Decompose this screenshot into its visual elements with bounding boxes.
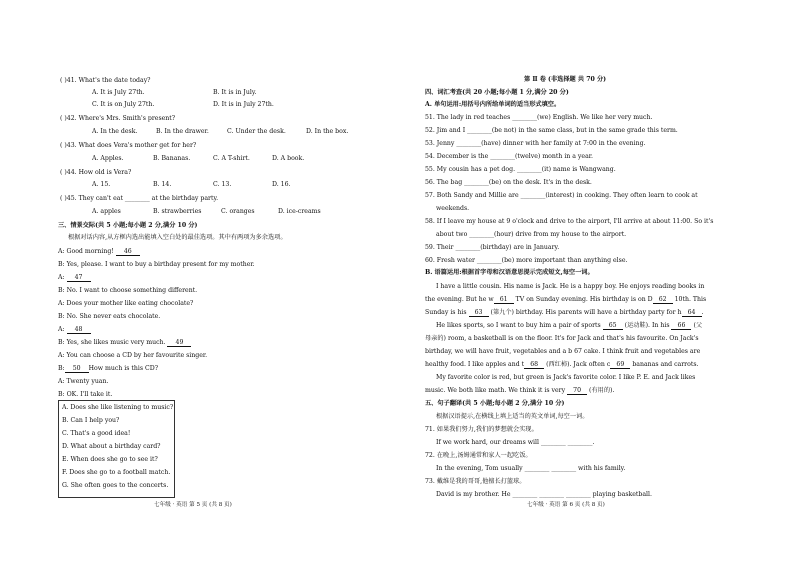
- q42-option-d: D. In the box.: [306, 128, 349, 135]
- q45-option-d: D. ice-creams: [278, 208, 321, 215]
- options-box: [58, 400, 175, 498]
- q44-option-d: D. 16.: [272, 181, 291, 188]
- blank-50[interactable]: 50: [65, 365, 89, 373]
- question-57-cont: weekends.: [436, 205, 470, 212]
- question-59: 59. Their ________(birthday) are in January.: [425, 244, 560, 251]
- translation-71-answer: If we work hard, our dreams will ________ ________.: [436, 439, 595, 446]
- question-45: ( )45. They can't eat ________ at the birthday party.: [60, 195, 219, 202]
- q44-option-a: A. 15.: [92, 181, 111, 188]
- dialog-line-11: A: Twenty yuan.: [58, 378, 109, 385]
- blank-48[interactable]: 48: [67, 326, 91, 334]
- passage-line-3: Sunday is his 63 (第九个) birthday. His parents will have a birthday party for h 64 .: [425, 309, 704, 316]
- dialog-line-12: B: OK. I'll take it.: [58, 391, 113, 398]
- q42-option-b: B. In the drawer.: [156, 128, 209, 135]
- page-footer-6: 七年级 · 英语 第 6 页 (共 8 页): [527, 502, 605, 508]
- section4a-title: A. 单句运用:用括号内所给单词的适当形式填空。: [425, 101, 561, 108]
- passage-line-2: the evening. But he w 61 TV on Sunday evening. His birthday is on D 62 10th. This: [425, 296, 707, 303]
- q43-option-b: B. Bananas.: [153, 155, 191, 162]
- section4b-title: B. 语篇运用:根据首字母和汉语意思提示完成短文,每空一词。: [425, 269, 594, 276]
- q45-option-b: B. strawberries: [153, 208, 202, 215]
- dialog-line-9: A: You can choose a CD by her favourite singer.: [58, 352, 208, 359]
- option-e: E. When does she go to see it?: [62, 456, 158, 463]
- translation-73: 73. 戴维是我的哥哥,他擅长打篮球。: [425, 478, 526, 485]
- passage-line-1: I have a little cousin. His name is Jack. He is a happy boy. He enjoys reading books in: [436, 283, 705, 290]
- section3-instructions: 根据对话内容,从方框内选出能填入空白处的最佳选项。其中有两项为多余选项。: [68, 234, 287, 241]
- q44-option-c: C. 13.: [213, 181, 232, 188]
- blank-61[interactable]: 61: [494, 296, 514, 304]
- section5-title: 五、句子翻译(共 5 小题;每小题 2 分,满分 10 分): [425, 400, 565, 407]
- q41-option-a: A. It is July 27th.: [92, 89, 145, 96]
- question-60: 60. Fresh water ________(be) more important than anything else.: [425, 257, 628, 264]
- question-44: ( )44. How old is Vera?: [60, 169, 132, 176]
- q41-option-b: B. It is in July.: [213, 89, 257, 96]
- section5-instructions: 根据汉语提示,在横线上填上适当的英文单词,每空一词。: [436, 413, 589, 420]
- question-55: 55. My cousin has a pet dog. ________(it) name is Wangwang.: [425, 166, 616, 173]
- translation-72-answer: In the evening, Tom usually ________ ________ with his family.: [436, 465, 626, 472]
- question-57: 57. Both Sandy and Millie are ________(interest) in cooking. They often learn to cook at: [425, 192, 698, 199]
- q45-option-c: C. oranges: [221, 208, 255, 215]
- blank-65[interactable]: 65: [603, 322, 623, 330]
- blank-47[interactable]: 47: [67, 274, 91, 282]
- passage-line-6: birthday, we will have fruit, vegetables and a b 67 cake. I think fruit and vegetables are: [425, 348, 701, 355]
- right-page: [397, 0, 794, 562]
- passage-line-5: 母亲的) room, a basketball is on the floor. It's for Jack and that's his favourite. On Jack's: [425, 335, 699, 342]
- dialog-line-1: A: Good morning! 46: [58, 248, 140, 256]
- q45-option-a: A. apples: [92, 208, 121, 215]
- translation-72: 72. 在晚上,汤姆通常和家人一起吃饭。: [425, 452, 532, 459]
- question-53: 53. Jenny ________(have) dinner with her family at 7:00 in the evening.: [425, 140, 646, 147]
- q41-option-c: C. It is on July 27th.: [92, 101, 155, 108]
- option-f: F. Does she go to a football match.: [62, 469, 171, 476]
- q41-option-d: D. It is in July 27th.: [213, 101, 274, 108]
- question-54: 54. December is the ________(twelve) month in a year.: [425, 153, 594, 160]
- page-footer-5: 七年级 · 英语 第 5 页 (共 8 页): [154, 502, 232, 508]
- option-b: B. Can I help you?: [62, 417, 120, 424]
- passage-line-8: My favorite color is red, but green is Jack's favorite color. I like P. E. and Jack likes: [436, 374, 696, 381]
- question-41: ( )41. What's the date today?: [60, 77, 151, 84]
- blank-64[interactable]: 64: [682, 309, 702, 317]
- q44-option-b: B. 14.: [153, 181, 172, 188]
- option-d: D. What about a birthday card?: [62, 443, 161, 450]
- translation-71: 71. 如果我们努力,我们的梦想就会实现。: [425, 426, 538, 433]
- dialog-line-2: B: Yes, please. I want to buy a birthday present for my mother.: [58, 261, 255, 268]
- blank-46[interactable]: 46: [116, 248, 140, 256]
- dialog-line-7: A: 48: [58, 326, 91, 334]
- passage-line-4: He likes sports, so I want to buy him a pair of sports 65 (运动鞋). In his 66 (父: [436, 322, 703, 329]
- q43-option-d: D. A book.: [272, 155, 305, 162]
- blank-63[interactable]: 63: [469, 309, 489, 317]
- option-a: A. Does she like listening to music?: [62, 404, 174, 411]
- q43-option-c: C. A T-shirt.: [213, 155, 250, 162]
- blank-68[interactable]: 68: [524, 361, 544, 369]
- q42-option-c: C. Under the desk.: [227, 128, 286, 135]
- passage-line-7: healthy food. I like apples and t 68 (西红柿). Jack often c 69 bananas and carrots.: [425, 361, 699, 368]
- question-58: 58. If I leave my house at 9 o'clock and drive to the airport, I'll arrive at about 11:00. So it's: [425, 218, 714, 225]
- question-56: 56. The bag ________(be) on the desk. It's in the desk.: [425, 179, 592, 186]
- question-42: ( )42. Where's Mrs. Smith's present?: [60, 115, 176, 122]
- option-g: G. She often goes to the concerts.: [62, 482, 169, 489]
- question-51: 51. The lady in red teaches ________(we) English. We like her very much.: [425, 114, 653, 121]
- dialog-line-10: B: 50 How much is this CD?: [58, 365, 159, 372]
- question-58-cont: about two ________(hour) drive from my house to the airport.: [436, 231, 627, 238]
- blank-49[interactable]: 49: [167, 339, 191, 347]
- question-52: 52. Jim and I ________(be not) in the same class, but in the same grade this term.: [425, 127, 678, 134]
- blank-62[interactable]: 62: [653, 296, 673, 304]
- blank-70[interactable]: 70: [567, 387, 587, 395]
- translation-73-answer: David is my brother. He ________ ________ ________ playing basketball.: [436, 491, 652, 498]
- blank-69[interactable]: 69: [610, 361, 630, 369]
- dialog-line-4: B: No. I want to choose something different.: [58, 287, 198, 294]
- passage-line-9: music. We both like math. We think it is very 70 (有用的).: [425, 387, 615, 394]
- q42-option-a: A. In the desk.: [92, 128, 138, 135]
- section4-title: 四、词汇考查(共 20 小题;每小题 1 分,满分 20 分): [425, 89, 569, 96]
- option-c: C. That's a good idea!: [62, 430, 131, 437]
- dialog-line-8: B: Yes, she likes music very much. 49: [58, 339, 191, 347]
- dialog-line-3: A: 47: [58, 274, 91, 282]
- blank-66[interactable]: 66: [671, 322, 691, 330]
- part2-title: 第 Ⅱ 卷 (非选择题 共 70 分): [524, 76, 607, 83]
- q43-option-a: A. Apples.: [92, 155, 124, 162]
- dialog-line-6: B: No. She never eats chocolate.: [58, 313, 161, 320]
- section3-title: 三、情景交际(共 5 小题;每小题 2 分,满分 10 分): [58, 222, 198, 229]
- dialog-line-5: A: Does your mother like eating chocolate?: [58, 300, 194, 307]
- question-43: ( )43. What does Vera's mother get for her?: [60, 142, 197, 149]
